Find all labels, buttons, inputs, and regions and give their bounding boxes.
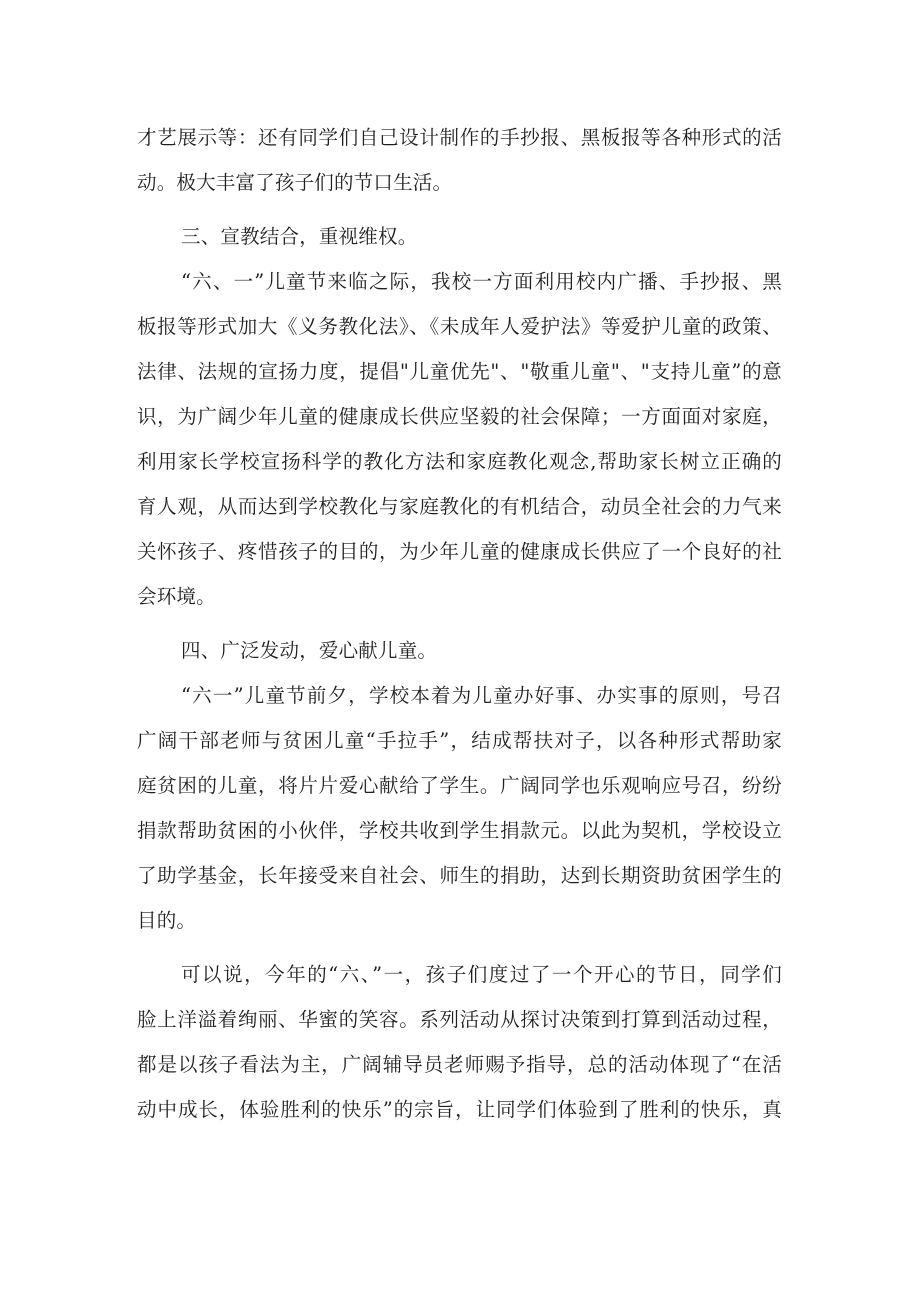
text-line: 脸上洋溢着绚丽、华蜜的笑容。系列活动从探讨决策到打算到活动过程，: [137, 1008, 782, 1031]
text-line: 庭贫困的儿童，将片片爱心献给了学生。广阔同学也乐观响应号召，纷纷: [137, 774, 782, 797]
text-line: 了助学基金，长年接受来自社会、师生的捐助，达到长期资助贫困学生的: [137, 864, 782, 887]
text-line: “六一”儿童节前夕，学校本着为儿童办好事、办实事的原则，号召: [181, 684, 782, 707]
text-line: 动中成长，体验胜利的快乐”的宗旨，让同学们体验到了胜利的快乐，真: [137, 1098, 782, 1121]
text-line: 识，为广阔少年儿童的健康成长供应坚毅的社会保障；一方面面对家庭，: [137, 405, 782, 428]
text-line: 捐款帮助贫困的小伙伴，学校共收到学生捐款元。以此为契机，学校设立: [137, 819, 782, 842]
text-line: 板报等形式加大《义务教化法》、《未成年人爱护法》等爱护儿童的政策、: [137, 315, 782, 338]
text-line: “六、一”儿童节来临之际，我校一方面利用校内广播、手抄报、黑: [181, 270, 782, 293]
text-line: 会环境。: [137, 585, 216, 608]
text-line: 关怀孩子、疼惜孩子的目的，为少年儿童的健康成长供应了一个良好的社: [137, 540, 782, 563]
text-line: 育人观，从而达到学校教化与家庭教化的有机结合，动员全社会的力气来: [137, 495, 782, 518]
text-line: 广阔干部老师与贫困儿童“手拉手”，结成帮扶对子，以各种形式帮助家: [137, 729, 782, 752]
text-line: 动。极大丰富了孩子们的节口生活。: [137, 171, 453, 194]
text-line: 才艺展示等：还有同学们自己设计制作的手抄报、黑板报等各种形式的活: [137, 126, 782, 149]
text-line: 目的。: [137, 909, 197, 932]
text-line: 可以说，今年的“六、”一，孩子们度过了一个开心的节日，同学们: [181, 963, 782, 986]
text-line: 法律、法规的宣扬力度，提倡"儿童优先"、"敬重儿童"、"支持儿童”的意: [137, 360, 782, 383]
section-heading: 四、广泛发动，爱心献儿童。: [181, 639, 438, 662]
text-line: 利用家长学校宣扬科学的教化方法和家庭教化观念,帮助家长树立正确的: [137, 450, 782, 473]
text-line: 都是以孩子看法为主，广阔辅导员老师赐予指导，总的活动体现了“在活: [137, 1053, 782, 1076]
section-heading: 三、宣教结合，重视维权。: [181, 225, 418, 248]
